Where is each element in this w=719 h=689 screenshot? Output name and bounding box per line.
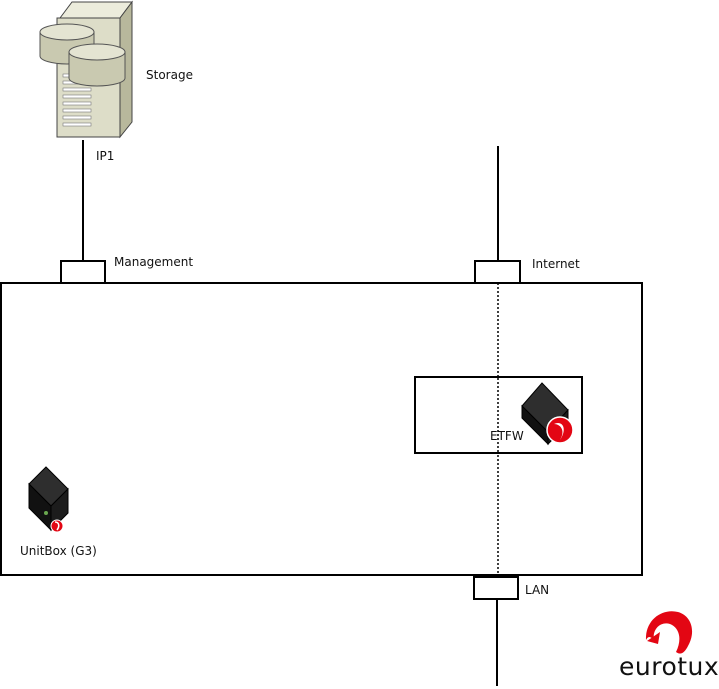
lan-label: LAN [525,583,550,597]
internet-port[interactable] [475,261,520,283]
appliance-icon [29,467,68,532]
lan-port[interactable] [474,577,518,599]
ip1-label: IP1 [96,149,115,163]
management-port[interactable] [61,261,105,283]
eurotux-bird-logo [646,611,692,653]
storage-server-icon [40,2,132,137]
management-label: Management [114,255,194,269]
internet-label: Internet [532,257,580,271]
etfw-label: ETFW [490,429,524,443]
unitbox-label: UnitBox (G3) [20,544,97,558]
eurotux-logo-text: eurotux [619,652,719,681]
storage-label: Storage [146,68,193,82]
